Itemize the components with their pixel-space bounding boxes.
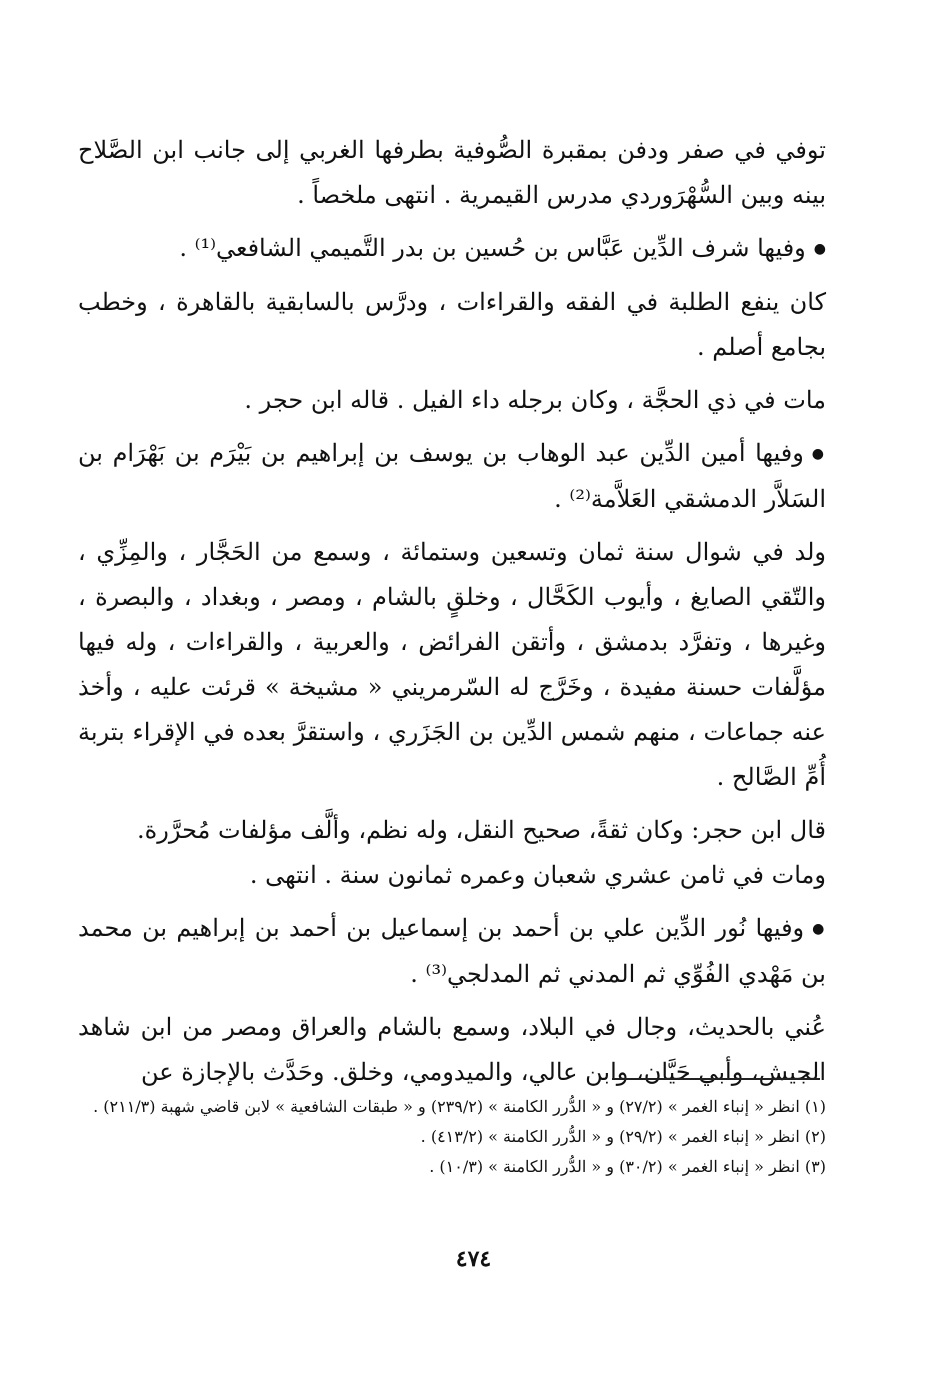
paragraph-ibn-hajar-quote: قال ابن حجر: وكان ثقةً، صحيح النقل، وله نظم، وألَّف مؤلفات مُحرَّرة. [137, 816, 826, 844]
bullet-icon: ● [811, 446, 826, 462]
footnote-divider [612, 1078, 820, 1080]
footnote-2: (٢) انظر « إنباء الغمر » (٢٩/٢) و « الدُّرر الكامنة » (٤١٣/٢) . [420, 1127, 826, 1146]
paragraph-abbas-death: مات في ذي الحجَّة ، وكان برجله داء الفيل . قاله ابن حجر . [244, 386, 826, 414]
footnote-1: (١) انظر « إنباء الغمر » (٢٧/٢) و « الدُّرر الكامنة » (٢٣٩/٢) و « طبقات الشافعية » لابن قاضي شهبة (٢١١/٣) . [93, 1097, 826, 1116]
page-number: ٤٧٤ [455, 1246, 492, 1272]
paragraph-death-shaban: ومات في ثامن عشري شعبان وعمره ثمانون سنة . انتهى . [249, 861, 826, 889]
paragraph-hadith-studies: عُني بالحديث، وجال في البلاد، وسمع بالشام والعراق ومصر من ابن شاهد الجيش، وأبي حَيَّان، وابن عالي، والميدومي، وخلق. وحَدَّث بالإجازة عن [78, 1013, 826, 1086]
footnote-3: (٣) انظر « إنباء الغمر » (٣٠/٢) و « الدُّرر الكامنة » (١٠/٣) . [429, 1157, 826, 1176]
paragraph-death-burial: توفي في صفر ودفن بمقبرة الصُّوفية بطرفها الغربي إلى جانب ابن الصَّلاح بينه وبين السُّهْرَوردي مدرس القيمرية . انتهى ملخصاً . [78, 136, 826, 209]
main-text [78, 128, 826, 1095]
footnotes [78, 1092, 826, 1182]
entry-abbas [78, 226, 826, 272]
entry-abbas-text: وفيها شرف الدِّين عَبَّاس بن حُسين بن بدر التَّميمي الشافعي⁽¹⁾ . [179, 234, 806, 262]
entry-abd-al-wahhab-text: وفيها أمين الدِّين عبد الوهاب بن يوسف بن إبراهيم بن بَيْرَم بن بَهْرَام بن السَلاَّر الدمشقي العَلاَّمة⁽²⁾ . [78, 439, 826, 513]
bullet-icon: ● [813, 241, 826, 257]
paragraph-teaching: كان ينفع الطلبة في الفقه والقراءات ، ودرَّس بالسابقية بالقاهرة ، وخطب بجامع أصلم . [78, 288, 826, 361]
entry-nur-al-din [78, 906, 826, 997]
bullet-icon: ● [812, 921, 827, 937]
paragraph-birth-studies: ولد في شوال سنة ثمان وتسعين وستمائة ، وسمع من الحَجَّار ، والمِزِّي ، والتّقي الصايغ ، وأيوب الكَحَّال ، وخلقٍ بالشام ، ومصر ، وبغداد ، والبصرة ، وغيرها ، وتفرَّد بدمشق ، وأتقن الفرائض ، والعربية ، والقراءات ، وله فيها مؤلَّفات حسنة مفيدة ، وخَرَّج له السّرمريني « مشيخة » قرئت عليه ، وأخذ عنه جماعات ، منهم شمس الدِّين بن الجَزَري ، واستقرَّ بعده في الإقراء بتربة أُمِّ الصَّالح . [78, 538, 827, 791]
entry-nur-al-din-text: وفيها نُور الدِّين علي بن أحمد بن إسماعيل بن أحمد بن إبراهيم بن محمد بن مَهْدي الفُوِّي ثم المدني ثم المدلجي⁽³⁾ . [78, 914, 826, 988]
entry-abd-al-wahhab [78, 431, 826, 522]
